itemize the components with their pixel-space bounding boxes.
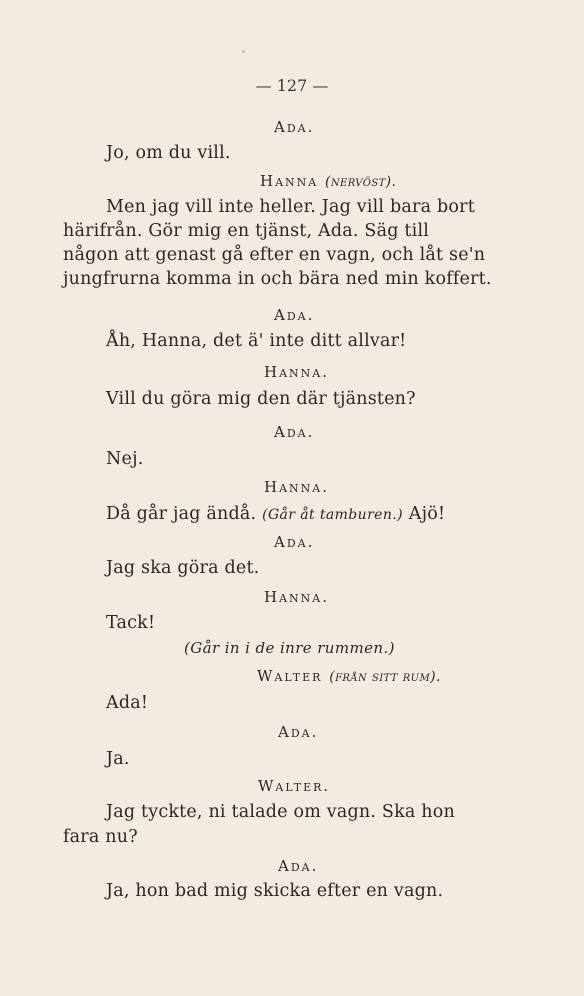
speech-line: härifrån. Gör mig en tjänst, Ada. Säg till (63, 221, 430, 241)
print-speck (242, 50, 245, 53)
speaker-name: Ada. (274, 306, 315, 324)
speech-line: någon att genast gå efter en vagn, och låt se'n (63, 245, 486, 265)
stage-direction: (från sitt rum). (329, 669, 441, 685)
stage-direction: (nervöst). (325, 174, 397, 190)
speech-line: Jag tyckte, ni talade om vagn. Ska hon (106, 802, 455, 822)
speech-line: Åh, Hanna, det ä' inte ditt allvar! (106, 331, 407, 351)
speaker-name: Ada. (274, 423, 315, 441)
speaker-name: Walter (257, 667, 323, 685)
speech-line: Ja. (106, 749, 130, 769)
speech-line: fara nu? (63, 827, 138, 847)
speech-line: Jag ska göra det. (106, 558, 260, 578)
speech-line (106, 503, 445, 526)
page-number: — 127 — (255, 76, 329, 95)
speaker-name: Ada. (278, 723, 319, 741)
speaker-name: Hanna (260, 172, 319, 190)
speech-line: Ada! (106, 693, 149, 713)
stage-direction: (Går in i de inre rummen.) (184, 639, 395, 657)
speaker-name: Ada. (274, 533, 315, 551)
speech-line: Ja, hon bad mig skicka efter en vagn. (106, 881, 444, 901)
speaker-name: Walter. (258, 777, 331, 795)
speech-line: Nej. (106, 449, 144, 469)
speaker-name: Hanna. (264, 363, 329, 381)
speech-line: Men jag vill inte heller. Jag vill bara bort (106, 197, 475, 217)
speech-text: Ajö! (408, 504, 446, 524)
stage-direction: (Går åt tamburen.) (262, 507, 403, 523)
speech-line: Vill du göra mig den där tjänsten? (106, 389, 416, 409)
speech-line: jungfrurna komma in och bära ned min koffert. (63, 269, 492, 289)
speaker-name: Ada. (278, 857, 319, 875)
speaker-name: Hanna. (264, 588, 329, 606)
speaker-name: Hanna. (264, 478, 329, 496)
speech-line: Tack! (106, 613, 156, 633)
speech-text: Då går jag ändå. (106, 504, 257, 524)
speech-line: Jo, om du vill. (106, 143, 231, 163)
speaker-heading (260, 171, 396, 192)
speaker-name: Ada. (274, 118, 315, 136)
speaker-heading (257, 666, 441, 687)
